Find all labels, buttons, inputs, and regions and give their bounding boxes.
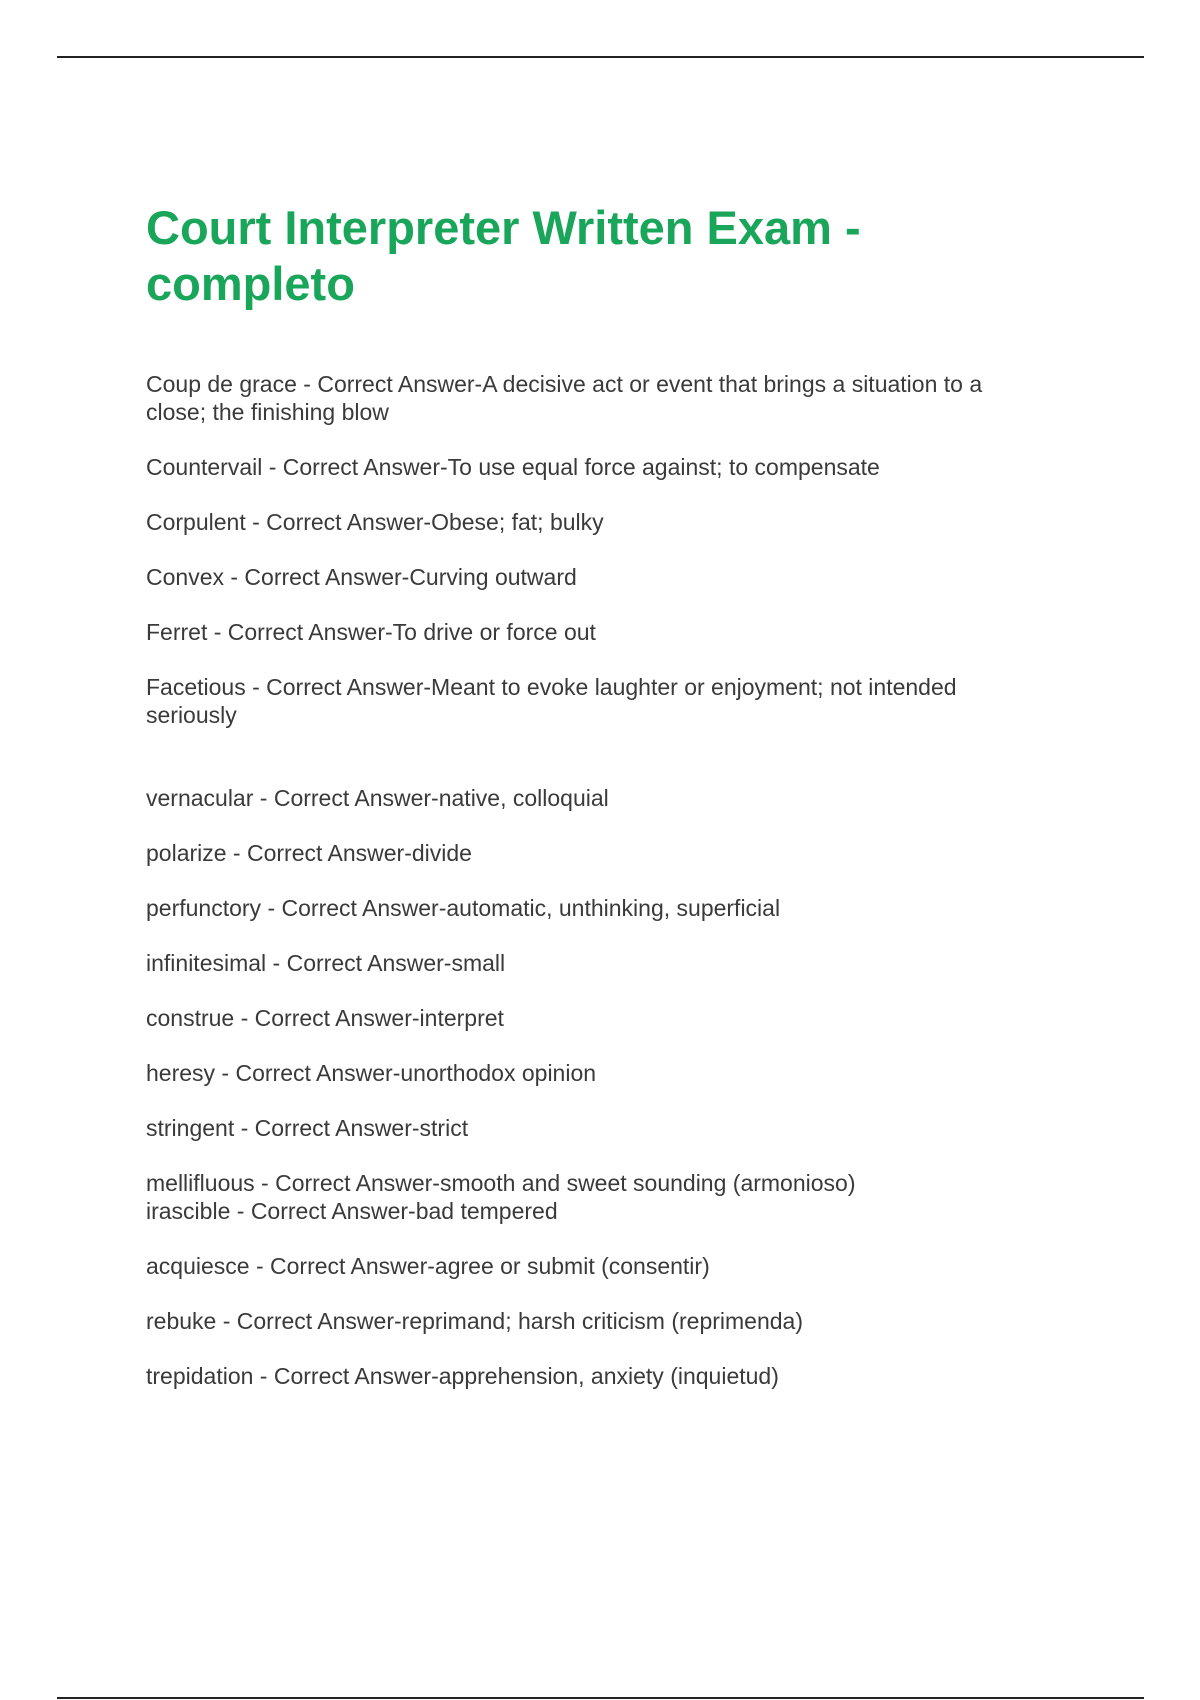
entry-separator: - Correct Answer-: [226, 840, 412, 866]
entry-definition: automatic, unthinking, superficial: [446, 895, 781, 921]
entry-definition: Curving outward: [409, 564, 577, 590]
entry-separator: - Correct Answer-: [253, 1363, 439, 1389]
glossary-entry: [146, 508, 1046, 536]
glossary-entry: [146, 453, 1046, 481]
entry-definition: small: [451, 950, 506, 976]
entry-term: rebuke: [146, 1308, 217, 1334]
entry-term: Countervail: [146, 454, 263, 480]
entry-separator: - Correct Answer-: [215, 1060, 401, 1086]
entry-term: trepidation: [146, 1363, 254, 1389]
entry-separator: - Correct Answer-: [254, 1170, 440, 1196]
entry-definition: interpret: [419, 1005, 504, 1031]
entry-separator: - Correct Answer-: [230, 1198, 416, 1224]
glossary-entry: [146, 1169, 1046, 1197]
entry-separator: - Correct Answer-: [234, 1115, 420, 1141]
entry-separator: - Correct Answer-: [216, 1308, 402, 1334]
glossary-entry: [146, 1197, 1046, 1225]
section-gap: [146, 756, 1046, 784]
entry-separator: - Correct Answer-: [223, 564, 410, 590]
glossary-entry: [146, 1059, 1046, 1087]
entry-separator: - Correct Answer-: [245, 674, 432, 700]
entry-term: construe: [146, 1005, 235, 1031]
entry-separator: - Correct Answer-: [262, 454, 448, 480]
entry-definition: strict: [419, 1115, 469, 1141]
entry-definition: native, colloquial: [438, 785, 609, 811]
entry-term: vernacular: [146, 785, 254, 811]
entry-term: infinitesimal: [146, 950, 267, 976]
top-rule: [57, 56, 1144, 58]
entry-separator: - Correct Answer-: [266, 950, 452, 976]
entry-separator: - Correct Answer-: [296, 371, 483, 397]
entry-term: acquiesce: [146, 1253, 250, 1279]
glossary-entry: [146, 1252, 1046, 1280]
glossary-entry: [146, 563, 1046, 591]
entry-definition: unorthodox opinion: [400, 1060, 597, 1086]
entry-term: heresy: [146, 1060, 216, 1086]
entry-definition: bad tempered: [415, 1198, 558, 1224]
entry-term: perfunctory: [146, 895, 262, 921]
entry-separator: - Correct Answer-: [207, 619, 393, 645]
entry-term: Corpulent: [146, 509, 246, 535]
entry-definition: To drive or force out: [392, 619, 596, 645]
glossary-entry: [146, 949, 1046, 977]
glossary-entry: [146, 1362, 1046, 1390]
glossary-entry: [146, 1307, 1046, 1335]
entry-term: stringent: [146, 1115, 235, 1141]
glossary-entry: [146, 673, 1046, 729]
entry-definition: divide: [411, 840, 472, 866]
glossary-entry: [146, 1114, 1046, 1142]
glossary-entry: [146, 1004, 1046, 1032]
entry-definition: Meant to evoke laughter or enjoyment; not intended seriously: [146, 674, 957, 728]
entry-term: irascible: [146, 1198, 231, 1224]
glossary-entry: [146, 618, 1046, 646]
entry-separator: - Correct Answer-: [261, 895, 447, 921]
entry-definition: apprehension, anxiety (inquietud): [438, 1363, 779, 1389]
entry-term: mellifluous: [146, 1170, 255, 1196]
entry-separator: - Correct Answer-: [245, 509, 432, 535]
entry-term: Facetious: [146, 674, 246, 700]
glossary-entry: [146, 370, 1046, 426]
entry-definition: agree or submit (consentir): [434, 1253, 710, 1279]
bottom-rule: [57, 1697, 1144, 1699]
entry-term: Coup de grace: [146, 371, 297, 397]
entry-term: polarize: [146, 840, 227, 866]
entry-separator: - Correct Answer-: [234, 1005, 420, 1031]
entry-separator: - Correct Answer-: [253, 785, 439, 811]
glossary-entry: [146, 894, 1046, 922]
document-title: Court Interpreter Written Exam - completo: [146, 201, 861, 310]
entry-definition: A decisive act or event that brings a situation to a close; the finishing blow: [146, 371, 983, 425]
entry-term: Ferret: [146, 619, 208, 645]
glossary-entry: [146, 784, 1046, 812]
entry-definition: reprimand; harsh criticism (reprimenda): [401, 1308, 803, 1334]
entry-separator: - Correct Answer-: [249, 1253, 435, 1279]
document-body: [146, 200, 1046, 1417]
entry-term: Convex: [146, 564, 224, 590]
glossary-list: [146, 370, 1046, 1390]
entry-definition: smooth and sweet sounding (armonioso): [439, 1170, 856, 1196]
entry-definition: Obese; fat; bulky: [431, 509, 604, 535]
entry-definition: To use equal force against; to compensate: [447, 454, 880, 480]
glossary-entry: [146, 839, 1046, 867]
